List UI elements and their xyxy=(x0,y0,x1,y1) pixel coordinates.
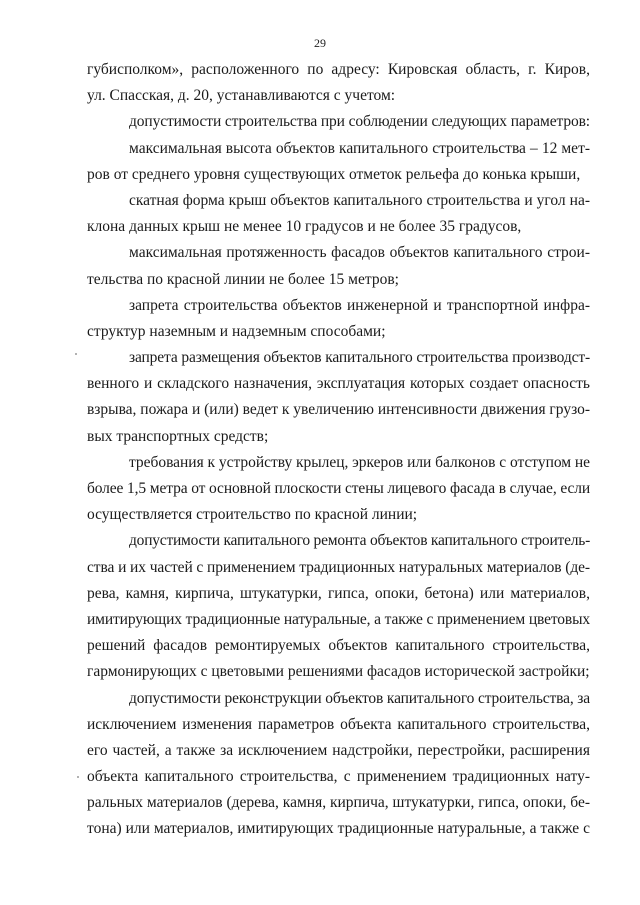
text-line: его частей, а также за исключением надстройки, перестройки, расширения xyxy=(87,741,590,759)
text-line: осуществляется строительство по красной линии; xyxy=(87,506,418,524)
text-line: вых транспортных средств; xyxy=(87,427,269,445)
text-line: запрета строительства объектов инженерной и транспортной инфра- xyxy=(129,296,590,314)
text-line: ров от среднего уровня существующих отметок рельефа до конька крыши, xyxy=(87,165,581,183)
text-line: ства и их частей с применением традиционных натуральных материалов (де- xyxy=(87,558,590,576)
text-line: максимальная протяженность фасадов объектов капитального строи- xyxy=(129,244,590,262)
text-line: более 1,5 метра от основной плоскости стены лицевого фасада в случае, если xyxy=(87,480,590,497)
text-line: ральных материалов (дерева, камня, кирпича, штукатурки, гипса, опоки, бе- xyxy=(87,794,590,812)
text-line: допустимости капитального ремонта объектов капитального строитель- xyxy=(129,532,591,550)
text-line: структур наземным и надземным способами; xyxy=(87,322,386,340)
scan-speck xyxy=(77,776,79,778)
text-line: губисполком», расположенного по адресу: Кировская область, г. Киров, xyxy=(87,61,590,78)
page-number: 29 xyxy=(314,36,326,50)
body-text xyxy=(87,57,590,843)
text-line: запрета размещения объектов капитального строительства производст- xyxy=(129,349,590,367)
text-line: гармонирующих с цветовыми решениями фасадов исторической застройки; xyxy=(87,663,590,681)
text-line: имитирующих традиционные натуральные, а также с применением цветовых xyxy=(87,610,591,628)
text-line: взрыва, пожара и (или) ведет к увеличению интенсивности движения грузо- xyxy=(87,401,590,419)
text-line: скатная форма крыш объектов капитального строительства и угол на- xyxy=(129,191,590,209)
text-line: рева, камня, кирпича, штукатурки, гипса, опоки, бетона) или материалов, xyxy=(87,584,590,602)
text-line: максимальная высота объектов капитального строительства – 12 мет- xyxy=(129,139,590,157)
text-line: клона данных крыш не менее 10 градусов и не более 35 градусов, xyxy=(87,218,522,236)
text-line: объекта капитального строительства, с применением традиционных нату- xyxy=(87,768,590,786)
text-line: допустимости строительства при соблюдении следующих параметров: xyxy=(129,113,590,131)
text-line: ул. Спасская, д. 20, устанавливаются с учетом: xyxy=(87,87,396,105)
text-line: допустимости реконструкции объектов капитального строительства, за xyxy=(129,689,591,707)
text-line: венного и складского назначения, эксплуатация которых создает опасность xyxy=(87,375,590,393)
scan-speck xyxy=(75,353,77,355)
text-line: тельства по красной линии не более 15 метров; xyxy=(87,270,399,288)
text-line: требования к устройству крылец, эркеров или балконов с отступом не xyxy=(129,453,591,471)
text-line: решений фасадов ремонтируемых объектов капитального строительства, xyxy=(87,637,590,655)
text-line: тона) или материалов, имитирующих традиционные натуральные, а также с xyxy=(87,820,590,838)
text-line: исключением изменения параметров объекта капитального строительства, xyxy=(87,715,590,733)
